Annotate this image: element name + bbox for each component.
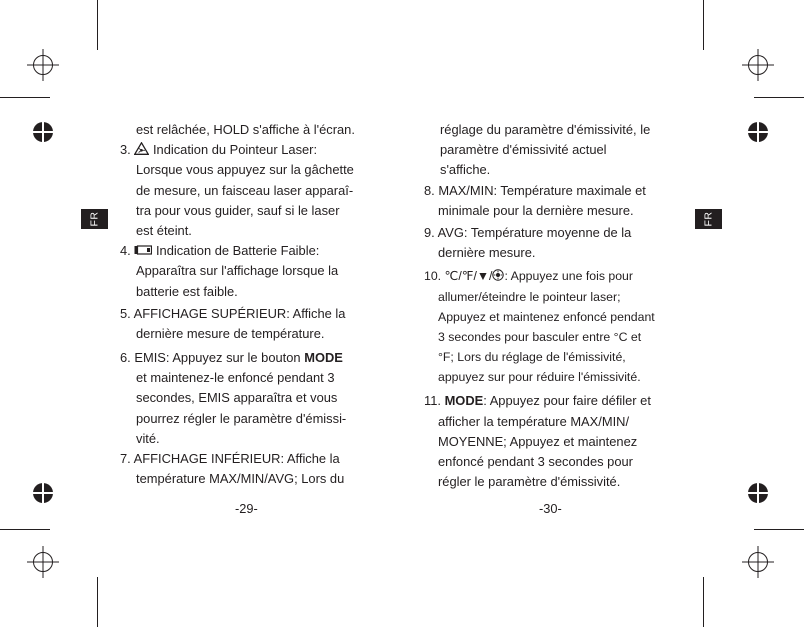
text-line: allumer/éteindre le pointeur laser;: [438, 289, 621, 304]
battery-low-icon: [134, 245, 152, 255]
text-line: batterie est faible.: [136, 283, 238, 299]
text-line: minimale pour la dernière mesure.: [438, 202, 634, 218]
text-line: Lorsque vous appuyez sur la gâchette: [136, 162, 354, 178]
item-title: Indication de Batterie Faible:: [155, 243, 320, 259]
registration-dot: [33, 483, 53, 503]
text-line: réglage du paramètre d'émissivité, le: [440, 122, 651, 137]
list-item-4: [120, 241, 355, 261]
text-line: Appuyez et maintenez enfoncé pendant: [438, 309, 655, 324]
item-title: Indication du Pointeur Laser:: [152, 142, 318, 158]
registration-mark: [27, 49, 59, 81]
laser-warning-icon: [134, 142, 149, 155]
language-tab-label: FR: [702, 211, 715, 227]
text-line: vité.: [136, 430, 160, 446]
text-line: paramètre d'émissivité actuel: [440, 142, 607, 158]
item-number: 3.: [120, 142, 131, 158]
text-line: afficher la température MAX/MIN/: [438, 413, 630, 429]
text-line: °F; Lors du réglage de l'émissivité,: [438, 350, 626, 365]
crop-mark: [703, 577, 704, 627]
text-line: température MAX/MIN/AVG; Lors du: [136, 471, 345, 487]
item-title: EMIS: Appuyez sur le bouton: [134, 350, 301, 366]
item-number: 5.: [120, 305, 131, 321]
item-number: 4.: [120, 243, 131, 259]
mode-keyword: MODE: [304, 350, 343, 366]
text-line: s'affiche.: [440, 162, 491, 178]
item-title: : Appuyez une fois pour: [504, 269, 633, 284]
right-page-text: [424, 120, 655, 492]
crop-mark: [97, 577, 98, 627]
list-item-9: [424, 223, 655, 243]
text-line: dernière mesure.: [438, 245, 536, 261]
language-tab-left: [81, 209, 108, 229]
crop-mark: [703, 0, 704, 50]
text-line: de mesure, un faisceau laser apparaî-: [136, 182, 354, 198]
unit-arrow-symbols: ℃/℉/▼/: [444, 269, 493, 284]
laser-sun-icon: [492, 269, 504, 281]
list-item-5: [120, 304, 355, 324]
text-line: et maintenez-le enfoncé pendant 3: [136, 370, 335, 386]
crop-mark: [754, 97, 804, 98]
item-title: AVG: Température moyenne de la: [437, 224, 632, 240]
text-line: secondes, EMIS apparaîtra et vous: [136, 390, 338, 406]
text-line: 3 secondes pour basculer entre °C et: [438, 329, 642, 344]
registration-mark: [742, 546, 774, 578]
item-title: MAX/MIN: Température maximale et: [438, 182, 646, 198]
page-number-left: -29-: [235, 501, 258, 516]
item-number: 8.: [424, 182, 435, 198]
crop-mark: [754, 529, 804, 530]
text-line: enfoncé pendant 3 secondes pour: [438, 454, 633, 469]
list-item-11: [424, 391, 655, 411]
item-title: : Appuyez pour faire défiler et: [483, 393, 651, 409]
text-line: dernière mesure de température.: [136, 325, 325, 341]
text-line: appuyez sur pour réduire l'émissivité.: [438, 370, 641, 385]
text-line: est éteint.: [136, 222, 192, 238]
item-number: 7.: [120, 451, 131, 466]
item-number: 10.: [424, 269, 442, 284]
left-page-text: [120, 120, 355, 489]
crop-mark: [97, 0, 98, 50]
crop-mark: [0, 97, 50, 98]
text-line: tra pour vous guider, sauf si le laser: [136, 202, 340, 218]
list-item-7: [120, 449, 355, 469]
registration-mark: [742, 49, 774, 81]
item-number: 9.: [424, 224, 435, 240]
registration-dot: [33, 122, 53, 142]
item-title: AFFICHAGE SUPÉRIEUR: Affiche la: [133, 305, 346, 321]
registration-dot: [748, 483, 768, 503]
language-tab-label: FR: [88, 211, 101, 227]
item-title: AFFICHAGE INFÉRIEUR: Affiche la: [133, 451, 340, 466]
text-line: MOYENNE; Appuyez et maintenez: [438, 433, 638, 449]
registration-dot: [748, 122, 768, 142]
crop-mark: [0, 529, 50, 530]
list-item-6: [120, 348, 355, 368]
item-number: 6.: [120, 350, 131, 366]
text-line: pourrez régler le paramètre d'émissi-: [136, 410, 347, 426]
language-tab-right: [695, 209, 722, 229]
list-item-3: [120, 140, 355, 160]
text-line: Apparaîtra sur l'affichage lorsque la: [136, 263, 339, 279]
registration-mark: [27, 546, 59, 578]
page-number-right: -30-: [539, 501, 562, 516]
item-number: 11.: [424, 393, 441, 409]
mode-keyword: MODE: [444, 393, 484, 409]
list-item-8: [424, 181, 655, 201]
text-line: régler le paramètre d'émissivité.: [438, 474, 621, 490]
list-item-10: [424, 266, 655, 286]
text-line: est relâchée, HOLD s'affiche à l'écran.: [136, 122, 355, 137]
